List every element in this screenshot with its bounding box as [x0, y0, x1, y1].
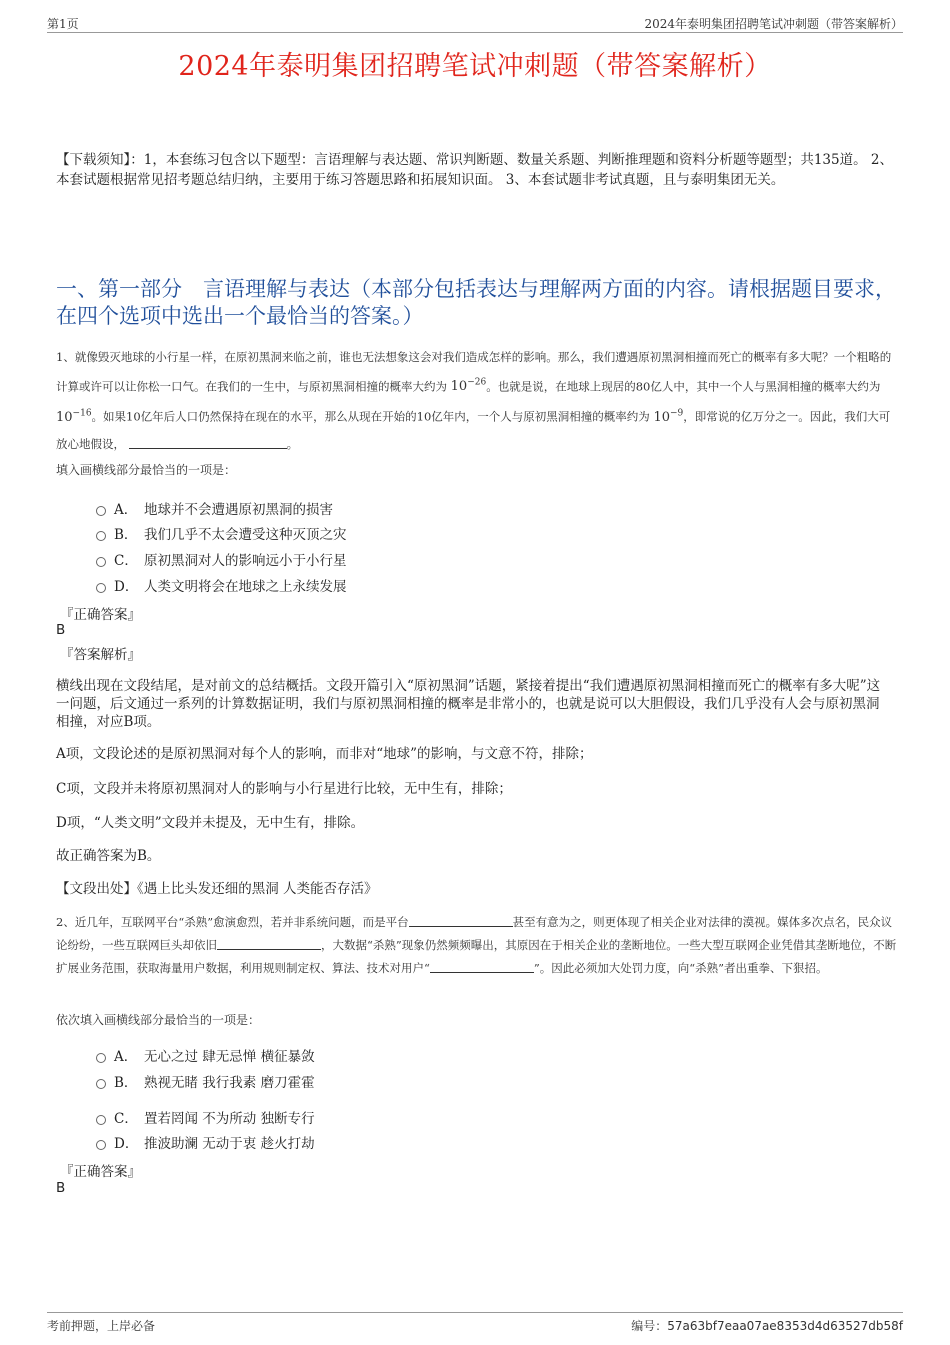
footer-code: 编号：57a63bf7eaa07ae8353d4d63527db58f: [631, 1319, 903, 1333]
q1-analysis-tag: 『答案解析』: [60, 647, 141, 663]
radio-icon[interactable]: [96, 557, 106, 567]
radio-icon[interactable]: [96, 506, 106, 516]
q1-analysis-para: A项，文段论述的是原初黑洞对每个人的影响，而非对“地球”的影响，与文意不符，排除；: [56, 746, 593, 762]
q2-answer-tag: 『正确答案』: [60, 1164, 141, 1180]
radio-icon[interactable]: [96, 1140, 106, 1150]
q1-source: 【文段出处】《遇上比头发还细的黑洞 人类能否存活》: [56, 881, 378, 897]
q1-option-b[interactable]: B． 我们几乎不太会遭受这种灭顶之灾: [96, 523, 347, 543]
q1-analysis-para: 故正确答案为B。: [56, 848, 161, 864]
radio-icon[interactable]: [96, 1079, 106, 1089]
page-number: 第1页: [47, 17, 79, 31]
q1-analysis-para: 横线出现在文段结尾，是对前文的总结概括。文段开篇引入“原初黑洞”话题，紧接着提出“我们遭遇原初黑洞相撞而死亡的概率有多大呢”这一问题，后文通过一系列的计算数据证明，我们与原初黑洞相撞的概率是非常小的，也就是说可以大胆假设，我们几乎没有人会与原初黑洞相撞，对应B项。: [56, 678, 881, 730]
header-doc-title: 2024年泰明集团招聘笔试冲刺题（带答案解析）: [644, 17, 903, 31]
q1-answer-tag: 『正确答案』: [60, 607, 141, 623]
exponent-1: $10^{-26}$: [450, 378, 487, 395]
radio-icon[interactable]: [96, 531, 106, 541]
q1-answer: B: [56, 622, 66, 638]
answer-blank: [217, 937, 321, 950]
q1-option-d[interactable]: D． 人类文明将会在地球之上永续发展: [96, 575, 347, 595]
section-heading: 一、第一部分 言语理解与表达（本部分包括表达与理解两方面的内容。请根据题目要求，在四个选项中选出一个最恰当的答案。）: [56, 277, 896, 328]
q2-option-b[interactable]: B． 熟视无睹 我行我素 磨刀霍霍: [96, 1071, 315, 1091]
q2-answer: B: [56, 1180, 66, 1196]
answer-blank: [129, 436, 287, 449]
exponent-2: $10^{-16}$: [56, 408, 92, 425]
q1-analysis-para: D项，“人类文明”文段并未提及，无中生有，排除。: [56, 815, 365, 831]
radio-icon[interactable]: [96, 1115, 106, 1125]
radio-icon[interactable]: [96, 1053, 106, 1063]
q1-option-c[interactable]: C． 原初黑洞对人的影响远小于小行星: [96, 549, 347, 569]
page-header: [47, 12, 903, 33]
download-notice: 【下载须知】：1，本套练习包含以下题型：言语理解与表达题、常识判断题、数量关系题、判断推理题和资料分析题等题型；共135道。 2、本套试题根据常见招考题总结归纳，主要用于练习答题思路和拓展知识面。 3、本套试题非考试真题，且与泰明集团无关。: [56, 152, 893, 188]
question-2-stem: 2、近几年，互联网平台“杀熟”愈演愈烈，若并非系统问题，而是平台 甚至有意为之，则更体现了相关企业对法律的漠视。媒体多次点名，民众议论纷纷，一些互联网巨头却依旧 ，大数据“杀熟”现象仍然频频曝出，其原因在于相关企业的垄断地位。一些大型互联网企业凭借其垄断地位，不断扩展业务范围，获取海量用户数据，利用规则制定权、算法、技术对用户“ ”。因此必须加大处罚力度，向“杀熟”者出重拳、下狠招。: [56, 915, 897, 975]
footer-slogan: 考前押题，上岸必备: [47, 1319, 156, 1333]
exponent-3: $10^{-9}$: [653, 408, 684, 425]
q2-option-d[interactable]: D． 推波助澜 无动于衷 趁火打劫: [96, 1132, 315, 1152]
q1-analysis-para: C项，文段并未将原初黑洞对人的影响与小行星进行比较，无中生有，排除；: [56, 781, 512, 797]
document-title: 2024年泰明集团招聘笔试冲刺题（带答案解析）: [178, 51, 772, 82]
question-2-prompt: 依次填入画横线部分最恰当的一项是：: [56, 1013, 261, 1027]
question-1-prompt: 填入画横线部分最恰当的一项是：: [56, 463, 237, 477]
q2-option-c[interactable]: C． 置若罔闻 不为所动 独断专行: [96, 1107, 315, 1127]
answer-blank: [409, 914, 513, 927]
answer-blank: [430, 960, 534, 973]
question-1-stem: 1、就像毁灭地球的小行星一样，在原初黑洞来临之前，谁也无法想象这会对我们造成怎样的影响。那么，我们遭遇原初黑洞相撞而死亡的概率有多大呢？一个粗略的计算或许可以让你松一口气。在我们的一生中，与原初黑洞相撞的概率大约为 $10^{-26}$。也就是说，在地球上现居的80亿人中，其中一个人与黑洞相撞的概率大约为 $10^{-16}$。如果10亿年后人口仍然保持在现在的水平，那么从现在开始的10亿年内，一个人与原初黑洞相撞的概率约为 $10^{-9}$，即常说的亿万分之一。因此，我们大可放心地假设， 。: [56, 350, 892, 451]
radio-icon[interactable]: [96, 583, 106, 593]
q1-option-a[interactable]: A． 地球并不会遭遇原初黑洞的损害: [96, 498, 333, 518]
page-footer: [47, 1312, 903, 1333]
q2-option-a[interactable]: A． 无心之过 肆无忌惮 横征暴敛: [96, 1045, 315, 1065]
